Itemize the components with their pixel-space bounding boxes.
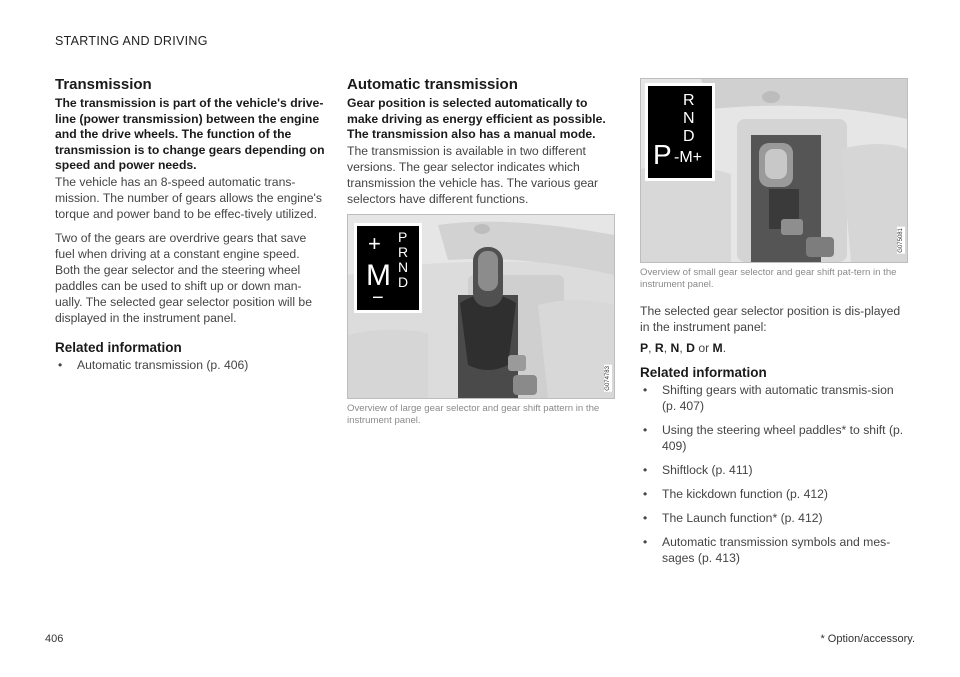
- small-gear-selector-figure: [640, 78, 908, 263]
- automatic-transmission-lead: Gear position is selected automatically to make driving as energy efficient as possible. The transmission also has a manual mode.: [347, 96, 606, 141]
- gear-display-n: N: [683, 110, 695, 127]
- gear-display-m: M: [366, 258, 391, 292]
- related-info-heading-1: Related information: [55, 339, 182, 355]
- gear-display-plus: +: [368, 230, 381, 256]
- transmission-para-2: Two of the gears are overdrive gears that save fuel when driving at a constant engine speed. Both the gear selector and the steering wheel paddles can be used to shift up or down man-ually. The selected gear selector position will be displayed in the instrument panel.: [55, 230, 312, 325]
- small-gear-selector-caption: Overview of small gear selector and gear shift pat-tern in the instrument panel.: [640, 267, 897, 290]
- related-link[interactable]: • Shiftlock (p. 411): [643, 463, 753, 477]
- related-link[interactable]: • The kickdown function (p. 412): [643, 487, 828, 501]
- figure-code: G074783: [605, 365, 611, 391]
- large-gear-selector-caption: Overview of large gear selector and gear shift pattern in the instrument panel.: [347, 402, 600, 426]
- gear-display-p: P: [398, 228, 408, 245]
- related-link[interactable]: • Using the steering wheel paddles* to shift (p. 409): [643, 423, 904, 453]
- automatic-transmission-para-1: The transmission is available in two different versions. The gear selector indicates which transmission the vehicle has. The various gear selectors have different functions.: [347, 143, 599, 206]
- large-gear-selector-figure: [347, 214, 615, 399]
- transmission-para-1: The vehicle has an 8-speed automatic trans-mission. The number of gears allows the engine's torque and power band to be effec-tively utilized.: [55, 174, 322, 221]
- related-link[interactable]: • Shifting gears with automatic transmis-sion (p. 407): [643, 383, 894, 413]
- gear-selector-section: [640, 78, 908, 574]
- gear-selector-para: The selected gear selector position is dis-played in the instrument panel:: [640, 304, 901, 334]
- transmission-heading: Transmission: [55, 76, 152, 93]
- footnote: * Option/accessory.: [820, 633, 915, 645]
- related-link[interactable]: • The Launch function* (p. 412): [643, 511, 823, 525]
- gear-display-n: N: [398, 258, 409, 275]
- transmission-section: [55, 76, 325, 381]
- gear-display-manual: -M+: [674, 149, 702, 166]
- related-info-list-1: [55, 357, 325, 373]
- gear-positions: P, R, N, D or M.: [640, 341, 727, 355]
- gear-display-r: R: [398, 243, 409, 260]
- related-link[interactable]: • Automatic transmission symbols and mes-sages (p. 413): [643, 535, 891, 565]
- automatic-transmission-heading: Automatic transmission: [347, 76, 518, 93]
- section-title: STARTING AND DRIVING: [55, 34, 208, 48]
- page-number: 406: [45, 633, 64, 645]
- transmission-lead: The transmission is part of the vehicle's drive-line (power transmission) between the engine and the drive wheels. The function of the transmission is to change gears depending on speed and power needs.: [55, 96, 325, 172]
- large-gear-selector-illustration: [348, 215, 614, 398]
- small-gear-selector-illustration: [641, 79, 907, 262]
- gear-display-d: D: [398, 273, 409, 290]
- related-info-list-2: [640, 382, 908, 566]
- gear-display-r: R: [683, 92, 695, 109]
- related-info-heading-2: Related information: [640, 365, 767, 380]
- bullet-icon: •: [58, 357, 63, 372]
- gear-display-p: P: [653, 139, 672, 170]
- gear-display-d: D: [683, 128, 695, 145]
- gear-display-minus: −: [372, 286, 384, 309]
- figure-code: G075081: [898, 228, 904, 253]
- automatic-transmission-section: [347, 76, 615, 427]
- related-link[interactable]: • Automatic transmission (p. 406): [58, 357, 249, 372]
